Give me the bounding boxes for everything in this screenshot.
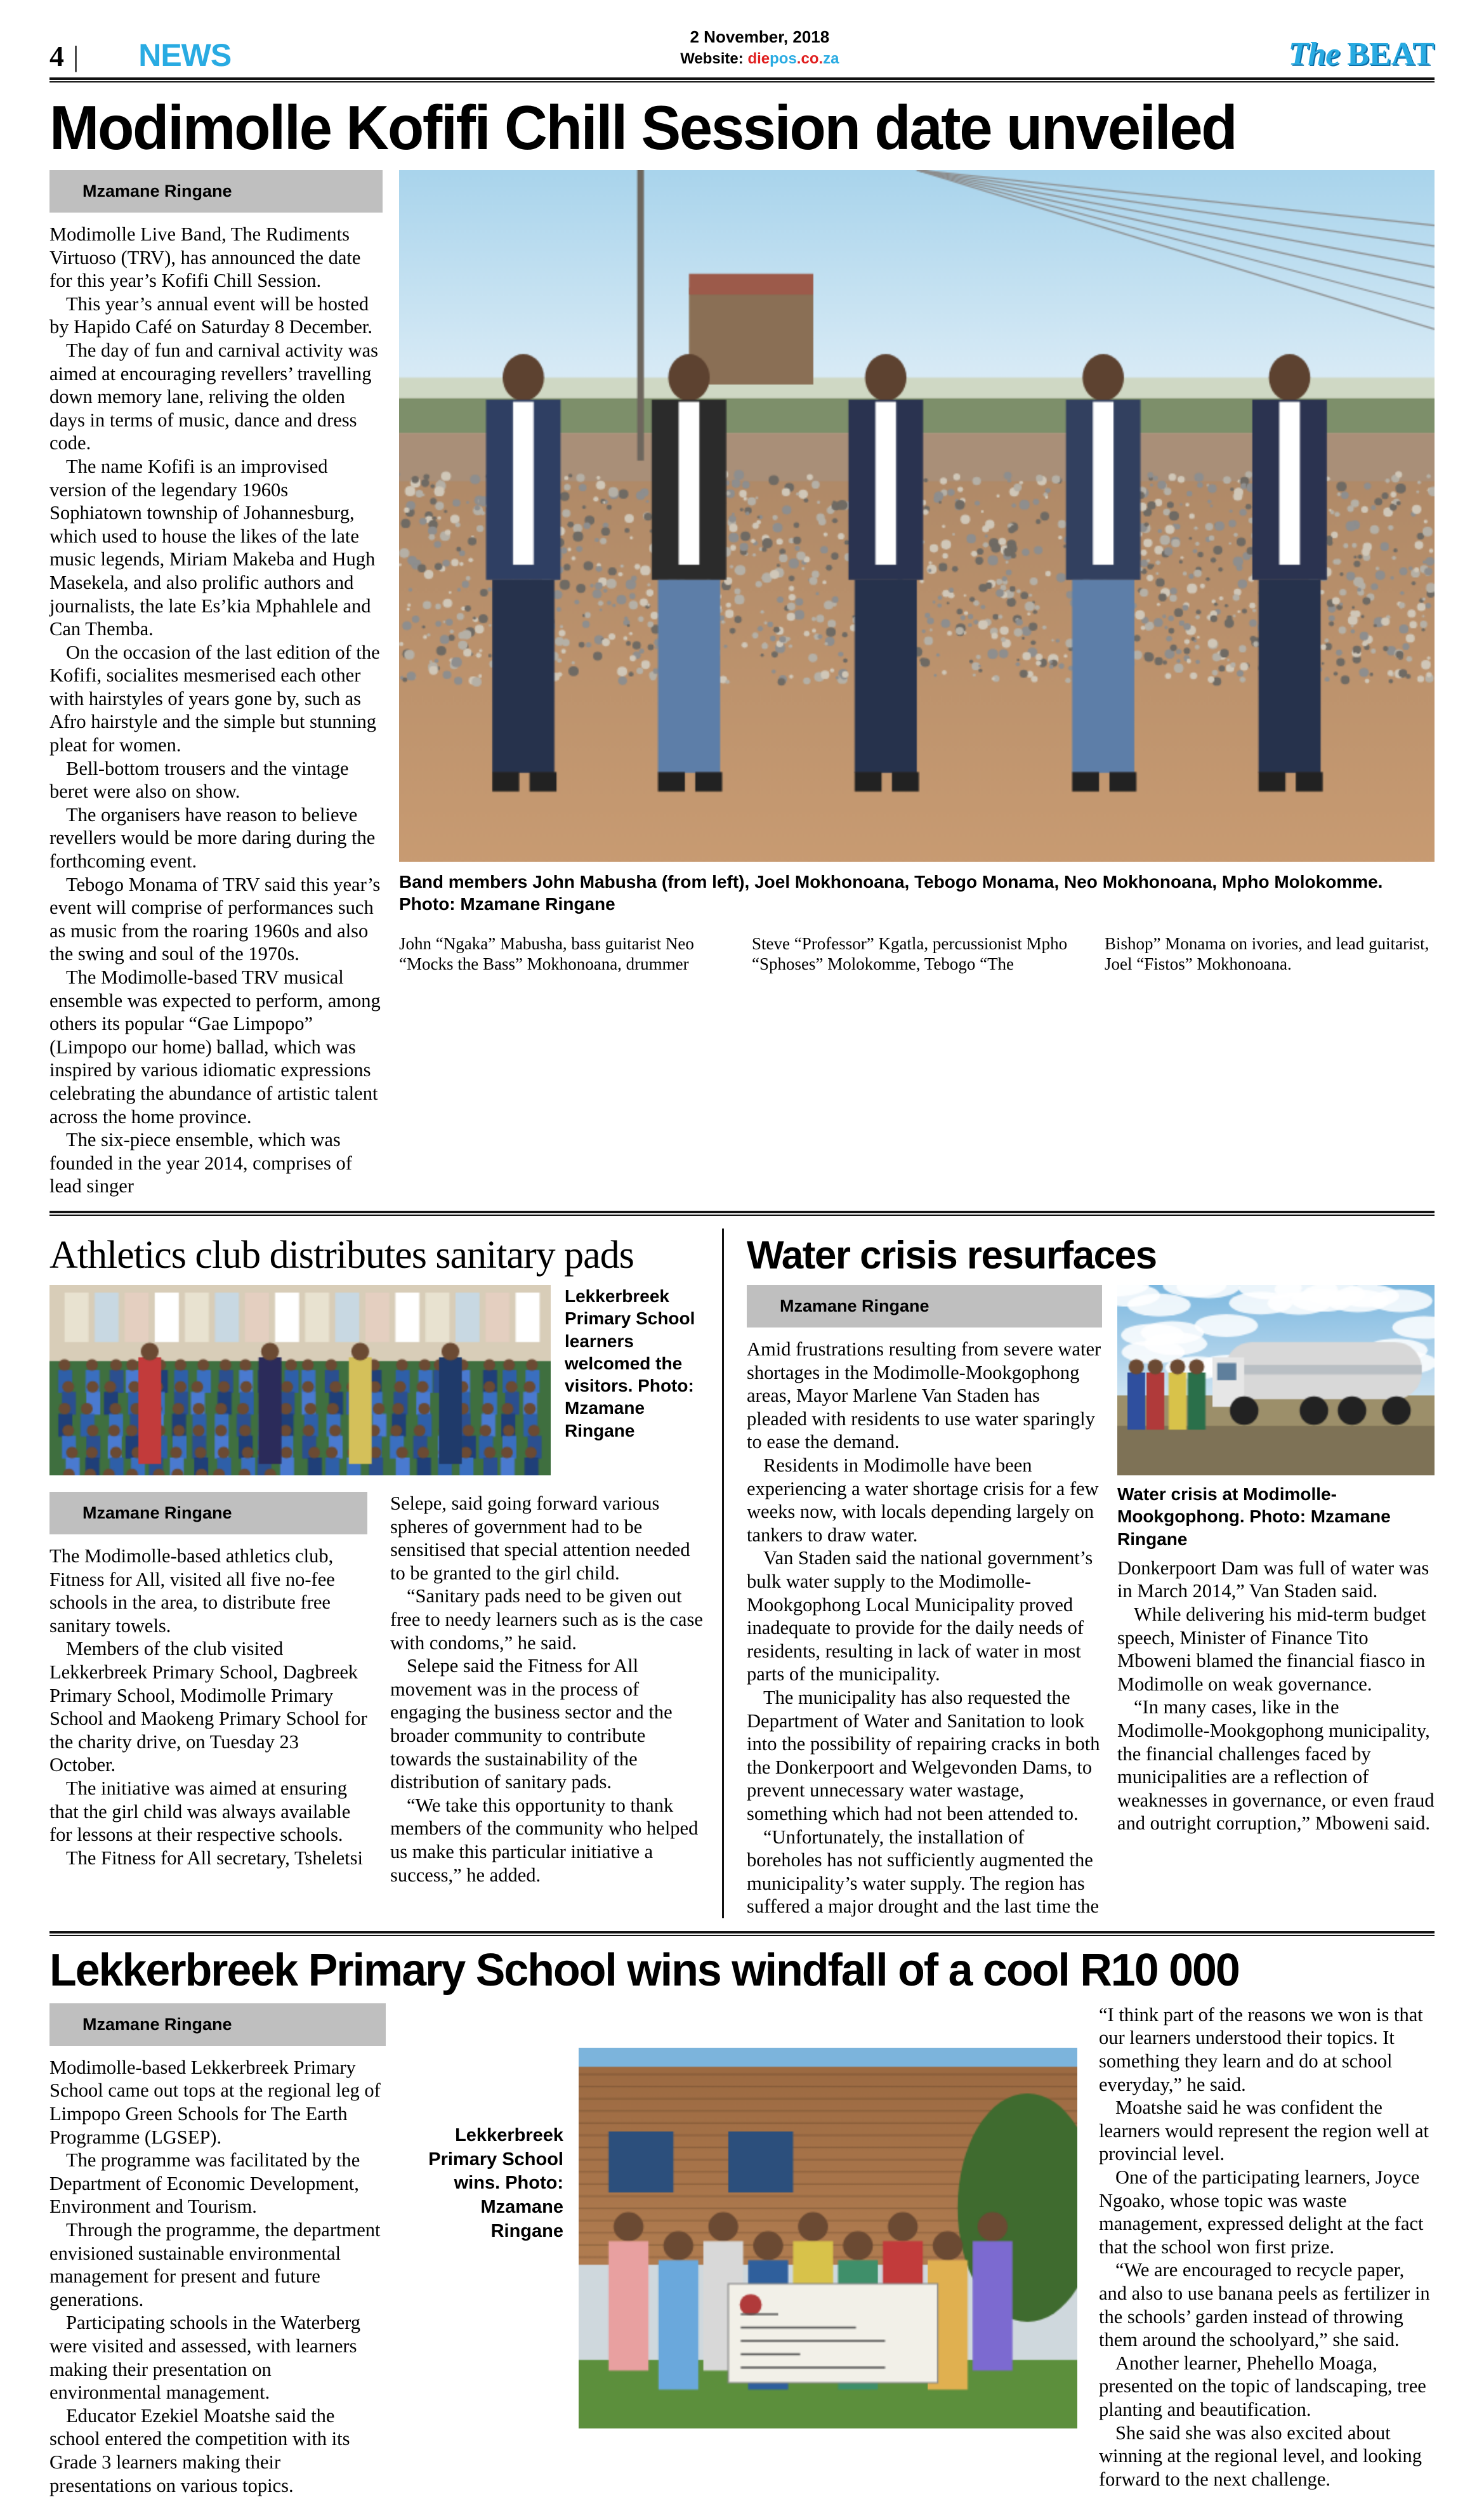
paragraph: The Modimolle-based athletics club, Fitness for All, visited all five no-fee schools in the area, to distribute free sanitary towels.	[49, 1545, 335, 1637]
paragraph: “In many cases, like in the Modimolle-Mookgophong municipality, the financial challenges faced by municipalities are a reflection of weaknesses in governance, or even fraud and outright corruption,” Mboweni said.	[1117, 1696, 1435, 1835]
photo-school-cheque	[579, 2048, 1077, 2428]
paragraph: The name Kofifi is an improvised version of the legendary 1960s Sophiatown township of Johannesburg, which used to house the likes of the late music legends, Miriam Makeba and Hugh Masekela, and also prolific authors and journalists, the late Es’kia Mphahlele and Can Themba.	[49, 455, 376, 640]
paragraph: The initiative was aimed at ensuring that the girl child was always available for lessons at their respective schools.	[49, 1777, 351, 1846]
athletics-photo-row	[49, 1285, 708, 1475]
school-col-2	[1077, 2003, 1435, 2497]
paragraph: Another learner, Phehello Moaga, presented on the topic of landscaping, tree planting and beautification.	[1099, 2352, 1426, 2420]
masthead-rule	[49, 77, 1435, 82]
paragraph: She said she was also excited about winning at the regional level, and looking forward to the next challenge.	[1099, 2421, 1422, 2490]
column-divider	[722, 1229, 724, 1918]
headline-water: Water crisis resurfaces	[747, 1233, 1157, 1277]
paragraph: While delivering his mid-term budget speech, Minister of Finance Tito Mboweni blamed the financial fiasco in Modimolle on weak governance.	[1117, 1604, 1426, 1695]
paragraph: Members of the club visited Lekkerbreek Primary School, Dagbreek Primary School, Modimolle Primary School and Maokeng Primary School for the charity drive, on Tuesday 23 October.	[49, 1638, 367, 1776]
paragraph: Modimolle Live Band, The Rudiments Virtuoso (TRV), has announced the date for this year’s Kofifi Chill Session.	[49, 223, 361, 292]
section-rule-2	[49, 1931, 1435, 1936]
paragraph: “Sanitary pads need to be given out free to needy learners such as is the case with condoms,” he said.	[390, 1585, 703, 1654]
paragraph: The programme was facilitated by the Department of Economic Development, Environment and Tourism.	[49, 2149, 360, 2218]
website-url[interactable]	[747, 50, 839, 67]
byline-water: Mzamane Ringane	[747, 1285, 1102, 1328]
paragraph: Modimolle-based Lekkerbreek Primary School came out tops at the regional leg of Limpopo Green Schools for The Earth Programme (LGSEP).	[49, 2056, 381, 2148]
byline-school: Mzamane Ringane	[49, 2003, 386, 2046]
paragraph: The municipality has also requested the Department of Water and Sanitation to look into the possibility of repairing cracks in both the Donkerpoort and Welgevonden Dams, to prevent unnecessary water wastage, something which had not been attended to.	[747, 1686, 1100, 1824]
section-label: NEWS	[138, 37, 232, 73]
paragraph: Bell-bottom trousers and the vintage beret were also on show.	[49, 757, 349, 803]
paragraph: “Unfortunately, the installation of boreholes has not sufficiently augmented the municipality’s water supply. The region has suffered a major drought and the last time the	[747, 1826, 1100, 1918]
caption-school-wins: Lekkerbreek Primary School wins. Photo: Mzamane Ringane	[428, 2125, 563, 2241]
paragraph: Donkerpoort Dam was full of water was in March 2014,” Van Staden said.	[1117, 1557, 1429, 1602]
masthead	[49, 0, 1435, 71]
paragraph: The Modimolle-based TRV musical ensemble was expected to perform, among others its popular “Gae Limpopo” (Limpopo our home) ballad, which was inspired by various idiomatic expressions celebrating the abundance of artistic talent across the home province.	[49, 966, 381, 1128]
url-part-die: die	[747, 50, 770, 68]
masthead-center	[231, 26, 1288, 71]
paragraph: On the occasion of the last edition of the Kofifi, socialites mesmerised each other with hairstyles of years gone by, such as Afro hairstyle and the simple but stunning pleat for women.	[49, 641, 380, 756]
water-top-row	[747, 1285, 1435, 1918]
byline-athletics: Mzamane Ringane	[49, 1492, 367, 1534]
url-part-co: .co.	[796, 50, 824, 68]
logo-the: The	[1288, 36, 1348, 72]
paragraph: Selepe, said going forward various spheres of government had to be sensitised that special attention needed to be granted to the girl child.	[390, 1492, 690, 1584]
byline-kofifi: Mzamane Ringane	[49, 170, 383, 213]
continuation-col-2: Steve “Professor” Kgatla, percussionist Mpho “Sphoses” Molokomme, Tebogo “The	[752, 933, 1068, 974]
photo-water-tanker	[1117, 1285, 1435, 1475]
masthead-left	[49, 39, 231, 71]
water-col-2	[1117, 1285, 1435, 1835]
story-water	[734, 1220, 1435, 1918]
url-part-pos: pos	[770, 50, 797, 68]
athletics-col-2	[390, 1492, 708, 1887]
paragraph: The organisers have reason to believe revellers would be more daring during the forthcoming event.	[49, 803, 376, 873]
bottom-story-layout	[49, 2003, 1435, 2497]
paragraph: Educator Ezekiel Moatshe said the school entered the competition with its Grade 3 learners making their presentations on various topics.	[49, 2404, 350, 2496]
paragraph: This year’s annual event will be hosted by Hapido Café on Saturday 8 December.	[49, 293, 373, 338]
photo-lekkerbreek-learners	[49, 1285, 551, 1475]
website-label: Website:	[680, 50, 744, 68]
paragraph: Moatshe said he was confident the learners would represent the region well at provincial level.	[1099, 2097, 1429, 2165]
headline-athletics: Athletics club distributes sanitary pads	[49, 1233, 634, 1277]
headline-school-windfall: Lekkerbreek Primary School wins windfall of a cool R10 000	[49, 1944, 1239, 1996]
top-story-continuation	[399, 933, 1435, 975]
top-story-layout	[49, 170, 1435, 1198]
section-rule-1	[49, 1211, 1435, 1216]
caption-water-tanker: Water crisis at Modimolle-Mookgophong. Photo: Mzamane Ringane	[1117, 1484, 1391, 1549]
photo-band-members	[399, 170, 1435, 862]
continuation-col-1: John “Ngaka” Mabusha, bass guitarist Neo “Mocks the Bass” Mokhonoana, drummer	[399, 933, 694, 974]
athletics-columns	[49, 1492, 708, 1887]
paragraph: “We take this opportunity to thank members of the community who helped us make this particular initiative a success,” he added.	[390, 1794, 699, 1886]
school-photo-block	[405, 2003, 1077, 2497]
paragraph: The day of fun and carnival activity was aimed at encouraging revellers’ travelling down memory lane, reliving the olden days in terms of music, dance and dress code.	[49, 339, 379, 454]
middle-section	[49, 1220, 1435, 1918]
paragraph: Selepe said the Fitness for All movement was in the process of engaging the business sector and the broader community to contribute towards the sustainability of the distribution of sanitary pads.	[390, 1655, 673, 1793]
paragraph: Van Staden said the national government’s bulk water supply to the Modimolle-Mookgophong Local Municipality proved inadequate to provide for the daily needs of residents, resulting in lack of water in most parts of the municipality.	[747, 1547, 1093, 1685]
paragraph: The six-piece ensemble, which was founded in the year 2014, comprises of lead singer	[49, 1129, 352, 1197]
athletics-col-1	[49, 1492, 367, 1887]
water-col-1	[747, 1285, 1102, 1918]
issue-date: 2 November, 2018	[690, 27, 830, 47]
paragraph: The Fitness for All secretary, Tsheletsi	[66, 1847, 363, 1869]
paragraph: Through the programme, the department envisioned sustainable environmental management for present and future generations.	[49, 2219, 381, 2310]
publication-logo	[1288, 38, 1435, 71]
caption-lekkerbreek-learners: Lekkerbreek Primary School learners welcomed the visitors. Photo: Mzamane Ringane	[565, 1286, 695, 1440]
website-line	[231, 48, 1288, 70]
school-col-1	[49, 2003, 405, 2497]
paragraph: One of the participating learners, Joyce Ngoako, whose topic was waste management, expressed delight at the fact that the school won first prize.	[1099, 2166, 1424, 2258]
masthead-divider: |	[73, 40, 79, 72]
logo-beat: BEAT	[1347, 36, 1435, 72]
page-number: 4	[49, 40, 64, 72]
paragraph: Amid frustrations resulting from severe water shortages in the Modimolle-Mookgophong areas, Mayor Marlene Van Staden has pleaded with residents to use water sparingly to ease the demand.	[747, 1338, 1101, 1453]
paragraph: “I think part of the reasons we won is that our learners understood their topics. It something they learn and do at school everyday,” he said.	[1099, 2003, 1423, 2095]
continuation-col-3: Bishop” Monama on ivories, and lead guitarist, Joel “Fistos” Mokhonoana.	[1105, 933, 1429, 974]
caption-band-members: Band members John Mabusha (from left), Joel Mokhonoana, Tebogo Monama, Neo Mokhonoana, Mpho Molokomme. Photo: Mzamane Ringane	[399, 872, 1383, 914]
story-athletics	[49, 1220, 722, 1918]
paragraph: “We are encouraged to recycle paper, and also to use banana peels as fertilizer in the schools’ garden instead of throwing them around the schoolyard,” she said.	[1099, 2259, 1430, 2351]
paragraph: Participating schools in the Waterberg were visited and assessed, with learners making their presentation on environmental management.	[49, 2312, 360, 2404]
top-story-left-column	[49, 170, 383, 1198]
paragraph: Tebogo Monama of TRV said this year’s event will comprise of performances such as music from the roaring 1960s and also the swing and soul of the 1970s.	[49, 873, 381, 965]
paragraph: Residents in Modimolle have been experiencing a water shortage crisis for a few weeks now, with locals depending largely on tankers to draw water.	[747, 1454, 1099, 1546]
top-story-right-column	[399, 170, 1435, 975]
top-story-body	[49, 223, 383, 1198]
headline-kofifi: Modimolle Kofifi Chill Session date unveiled	[49, 93, 1237, 162]
url-part-za: za	[823, 50, 839, 68]
